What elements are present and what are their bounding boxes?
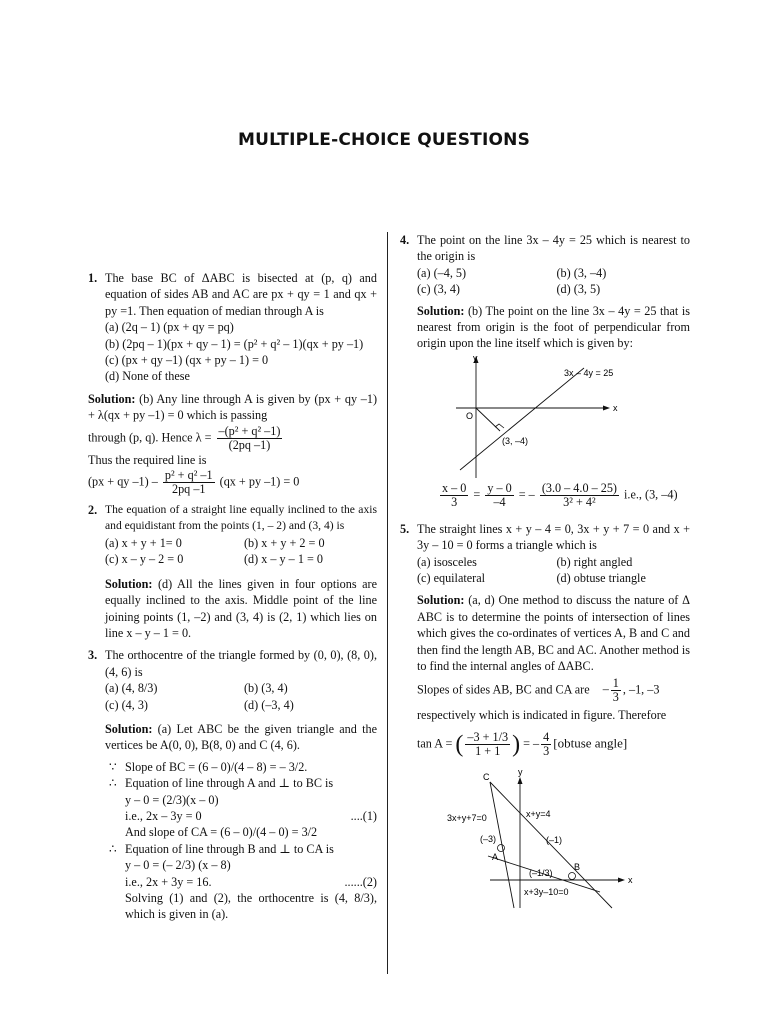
option-c: (c) (3, 4)	[417, 282, 460, 297]
lambda-fraction	[217, 425, 283, 452]
page-title: MULTIPLE-CHOICE QUESTIONS	[237, 130, 531, 150]
option-b: (b) (3, –4)	[556, 265, 607, 280]
question-text: The base BC of ΔABC is bisected at (p, q) and equation of sides AB and AC are px + qy = 1 and qx + py =1. Then equation of median through A is	[105, 271, 377, 318]
solution-5	[400, 592, 690, 674]
step	[105, 775, 377, 791]
y-axis-arrow	[518, 777, 523, 784]
minus-sign: –	[602, 681, 609, 696]
equation-tag: ....(1)	[350, 808, 377, 823]
fraction-numerator: p² + q² –1	[164, 468, 213, 483]
step-text: Equation of line through A and ⊥ to BC is	[125, 776, 334, 791]
lambda-line	[88, 425, 377, 452]
question-4	[400, 232, 690, 298]
step-text: Slope of BC = (6 – 0)/(4 – 8) = – 3/2.	[125, 759, 308, 774]
option-c: (c) (px + qy –1) (qx + py – 1) = 0	[105, 353, 269, 368]
equation-fraction	[163, 469, 215, 496]
solution-label: Solution:	[105, 576, 153, 591]
y-label: y	[473, 352, 478, 363]
option-c: (c) x – y – 2 = 0	[105, 552, 184, 567]
fraction-value	[540, 482, 619, 509]
step	[105, 874, 377, 890]
slopes-line	[400, 677, 690, 704]
nearest-point-diagram	[400, 352, 690, 480]
question-text: The straight lines x + y – 4 = 0, 3x + y + 7 = 0 and x + 3y – 10 = 0 forms a triangle which is	[417, 521, 690, 553]
option-d: (d) x – y – 1 = 0	[244, 552, 323, 567]
equals-minus: = –	[518, 487, 535, 502]
solution-label: Solution:	[88, 391, 136, 406]
vertex-b-label: B	[574, 861, 581, 872]
option-a: (a) isosceles	[417, 554, 477, 569]
foot-point-label: (3, –4)	[502, 435, 529, 446]
x-label: x	[628, 874, 633, 885]
column-divider	[387, 232, 388, 974]
option-c: (c) (4, 3)	[105, 697, 148, 712]
required-line-equation	[88, 469, 377, 496]
right-paren: )	[512, 731, 521, 758]
fraction-denominator: 3² + 4²	[563, 494, 596, 509]
line-3x-4y-25	[460, 368, 584, 470]
comma: ,	[622, 681, 626, 696]
question-number: 4.	[400, 233, 410, 247]
left-column	[88, 270, 377, 923]
step	[105, 808, 377, 824]
option-d: (d) (–3, 4)	[244, 697, 294, 712]
solution-text: (b) Any line through A is given by (px + qy –1) + λ(qx + py –1) = 0 which is passing	[88, 391, 378, 423]
lambda-lead: through (p, q). Hence λ =	[88, 429, 212, 444]
vertex-marker-a	[498, 844, 505, 851]
question-text: The orthocentre of the triangle formed by (0, 0), (8, 0), (4, 6) is	[105, 648, 377, 679]
tan-fraction	[465, 731, 510, 758]
option-c: (c) equilateral	[417, 571, 486, 586]
solution-2	[88, 576, 377, 642]
solution-text: (b) The point on the line 3x – 4y = 25 that is nearest from origin is the foot of perpendicular from origin upon the line itself which is given by:	[417, 303, 690, 351]
question-1	[88, 270, 377, 385]
solution-1	[88, 391, 377, 424]
vertex-a-label: A	[492, 851, 499, 862]
step: Solving (1) and (2), the orthocentre is (4, 8/3), which is given in (a).	[125, 891, 377, 922]
option-a: (a) x + y + 1= 0	[105, 535, 182, 550]
solution-4	[400, 303, 690, 352]
fraction-numerator: 4	[543, 729, 550, 744]
tan-formula	[400, 731, 690, 758]
option-d: (d) obtuse triangle	[556, 571, 646, 586]
step	[105, 841, 377, 857]
line2-label: x+y=4	[526, 808, 551, 819]
x-axis-arrow	[603, 405, 610, 410]
options	[105, 535, 377, 568]
fraction-x	[440, 482, 468, 509]
vertex-c-label: C	[483, 771, 490, 782]
fraction-numerator: y – 0	[487, 480, 512, 495]
slope-minus-third-label: (–1/3)	[529, 867, 553, 878]
slopes-values: –1, –3	[628, 681, 660, 696]
right-column	[400, 232, 690, 912]
slope-fraction	[611, 677, 621, 704]
solution-3	[88, 721, 377, 754]
fraction-numerator: –3 + 1/3	[467, 729, 509, 744]
slope-minus1-label: (–1)	[546, 834, 563, 845]
question-3	[88, 647, 377, 713]
question-number: 1.	[88, 271, 98, 285]
question-2	[88, 502, 377, 568]
question-5	[400, 521, 690, 587]
perpendicular	[476, 408, 500, 431]
question-text: The equation of a straight line equally inclined to the axis and equidistant from the points (1, – 2) and (3, 4) is	[105, 503, 377, 533]
fraction-denominator: 1 + 1	[475, 743, 501, 758]
solution-text: (a) Let ABC be the given triangle and the vertices be A(0, 0), B(8, 0) and C (4, 6).	[105, 721, 377, 753]
options	[417, 554, 690, 587]
after-slopes-text: respectively which is indicated in figure. Therefore	[417, 707, 667, 722]
fraction-numerator: –(p² + q² –1)	[218, 423, 281, 438]
solution-text: (a, d) One method to discuss the nature of Δ ABC is to determine the points of intersection of lines which gives the co-ordinates of vertices A, B and C and then find the length AB, BC and AC. Another method is to find the internal angles of ΔABC.	[417, 593, 690, 674]
fraction-numerator: 1	[612, 675, 619, 690]
left-paren: (	[455, 731, 464, 758]
fraction-numerator: (3.0 – 4.0 – 25)	[541, 480, 617, 495]
solution-label: Solution:	[417, 303, 465, 318]
option-b: (b) (2pq – 1)(px + qy – 1) = (p² + q² – 1)(qx + py –1)	[105, 336, 364, 351]
required-line-text: Thus the required line is	[88, 452, 207, 467]
result-fraction	[541, 731, 551, 758]
tan-lead: tan A =	[417, 736, 453, 751]
vertex-marker-b	[569, 872, 576, 879]
option-d: (d) None of these	[105, 369, 190, 384]
question-number: 3.	[88, 648, 98, 663]
foot-formula	[400, 482, 690, 509]
y-label: y	[518, 766, 523, 777]
fraction-denominator: 2pq –1	[171, 482, 206, 497]
therefore-symbol: ∴	[109, 776, 117, 791]
step: And slope of CA = (6 – 0)/(4 – 0) = 3/2	[125, 825, 318, 840]
line-label: 3x – 4y = 25	[564, 367, 614, 378]
equals-sign: =	[473, 487, 481, 502]
solution-label: Solution:	[105, 721, 153, 736]
equation-tag: ......(2)	[344, 874, 377, 889]
equals-minus: = –	[523, 736, 540, 751]
step-text: Equation of line through B and ⊥ to CA is	[125, 841, 334, 856]
option-a: (a) (–4, 5)	[417, 265, 467, 280]
fraction-denominator: 3	[543, 743, 550, 758]
triangle-diagram	[400, 762, 690, 912]
line1-label: 3x+y+7=0	[447, 812, 487, 823]
solution-text: (d) All the lines given in four options are equally inclined to the axis. Middle point of the line joining points (1, –2) and (3, 4) is (2, 1) which lies on line x – y – 1 = 0.	[105, 576, 377, 640]
solution-label: Solution:	[417, 593, 465, 608]
therefore-symbol: ∴	[109, 841, 117, 856]
step-text: i.e., 2x + 3y = 16.	[125, 874, 212, 889]
options	[105, 680, 377, 713]
question-number: 2.	[88, 503, 98, 518]
solution-3-steps	[88, 759, 377, 923]
origin-label: O	[466, 410, 474, 421]
option-b: (b) right angled	[556, 554, 633, 569]
formula-result: i.e., (3, –4)	[624, 487, 678, 502]
question-number: 5.	[400, 521, 410, 536]
obtuse-angle-note: [obtuse angle]	[553, 735, 628, 751]
step: y – 0 = (– 2/3) (x – 8)	[125, 858, 231, 873]
slopes-text: Slopes of sides AB, BC and CA are	[417, 681, 590, 696]
step: y – 0 = (2/3)(x – 0)	[125, 792, 219, 807]
option-d: (d) (3, 5)	[556, 282, 601, 297]
options	[417, 265, 690, 298]
slope-minus3-label: (–3)	[480, 833, 497, 844]
fraction-numerator: x – 0	[442, 480, 467, 495]
question-text: The point on the line 3x – 4y = 25 which is nearest to the origin is	[417, 233, 690, 264]
fraction-denominator: 3	[612, 689, 619, 704]
fraction-denominator: –4	[493, 494, 506, 509]
because-symbol: ∵	[109, 759, 117, 774]
line3-label: x+3y–10=0	[524, 886, 569, 897]
option-a: (a) (2q – 1) (px + qy = pq)	[105, 320, 234, 335]
fraction-y	[485, 482, 513, 509]
x-label: x	[613, 402, 618, 413]
x-axis-arrow	[618, 877, 625, 882]
option-a: (a) (4, 8/3)	[105, 681, 158, 696]
option-b: (b) (3, 4)	[244, 681, 288, 696]
step	[105, 759, 377, 775]
fraction-denominator: (2pq –1)	[228, 437, 271, 452]
step-text: i.e., 2x – 3y = 0	[125, 808, 202, 823]
equation-left: (px + qy –1) –	[88, 474, 158, 489]
equation-right: (qx + py –1) = 0	[219, 474, 300, 489]
fraction-denominator: 3	[451, 494, 458, 509]
option-b: (b) x + y + 2 = 0	[244, 535, 325, 550]
